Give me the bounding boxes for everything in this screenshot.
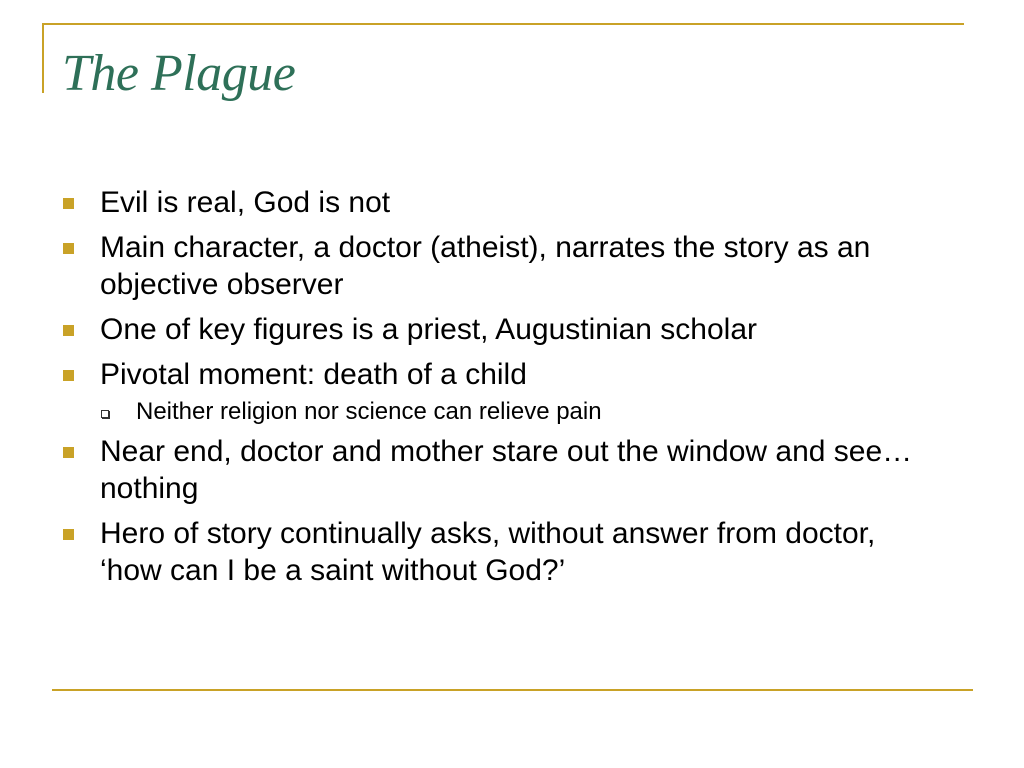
bullet-text: Main character, a doctor (atheist), narrates the story as an objective observer <box>100 231 871 301</box>
square-bullet-icon <box>63 370 74 381</box>
bullet-item <box>62 311 942 348</box>
bullet-item <box>62 229 942 303</box>
square-bullet-icon <box>63 529 74 540</box>
bullet-text: One of key figures is a priest, Augustinian scholar <box>100 313 758 346</box>
bullet-item <box>62 433 942 507</box>
bullet-text: Evil is real, God is not <box>100 186 391 219</box>
bullet-item <box>62 356 942 393</box>
bullet-item <box>62 515 942 589</box>
left-rule <box>42 23 44 93</box>
bottom-rule <box>52 689 973 691</box>
bullet-text: Near end, doctor and mother stare out the window and see…nothing <box>100 435 913 505</box>
bullet-list <box>62 184 942 597</box>
bullet-item <box>62 184 942 221</box>
slide-title: The Plague <box>62 45 296 102</box>
hollow-square-bullet-icon <box>101 410 109 418</box>
bullet-text: Hero of story continually asks, without answer from doctor, ‘how can I be a saint without God?’ <box>100 517 876 587</box>
square-bullet-icon <box>63 447 74 458</box>
top-rule <box>42 23 964 25</box>
sub-bullet-text: Neither religion nor science can relieve pain <box>136 398 602 425</box>
sub-bullet-item <box>62 397 942 427</box>
bullet-text: Pivotal moment: death of a child <box>100 358 527 391</box>
square-bullet-icon <box>63 325 74 336</box>
square-bullet-icon <box>63 198 74 209</box>
square-bullet-icon <box>63 243 74 254</box>
